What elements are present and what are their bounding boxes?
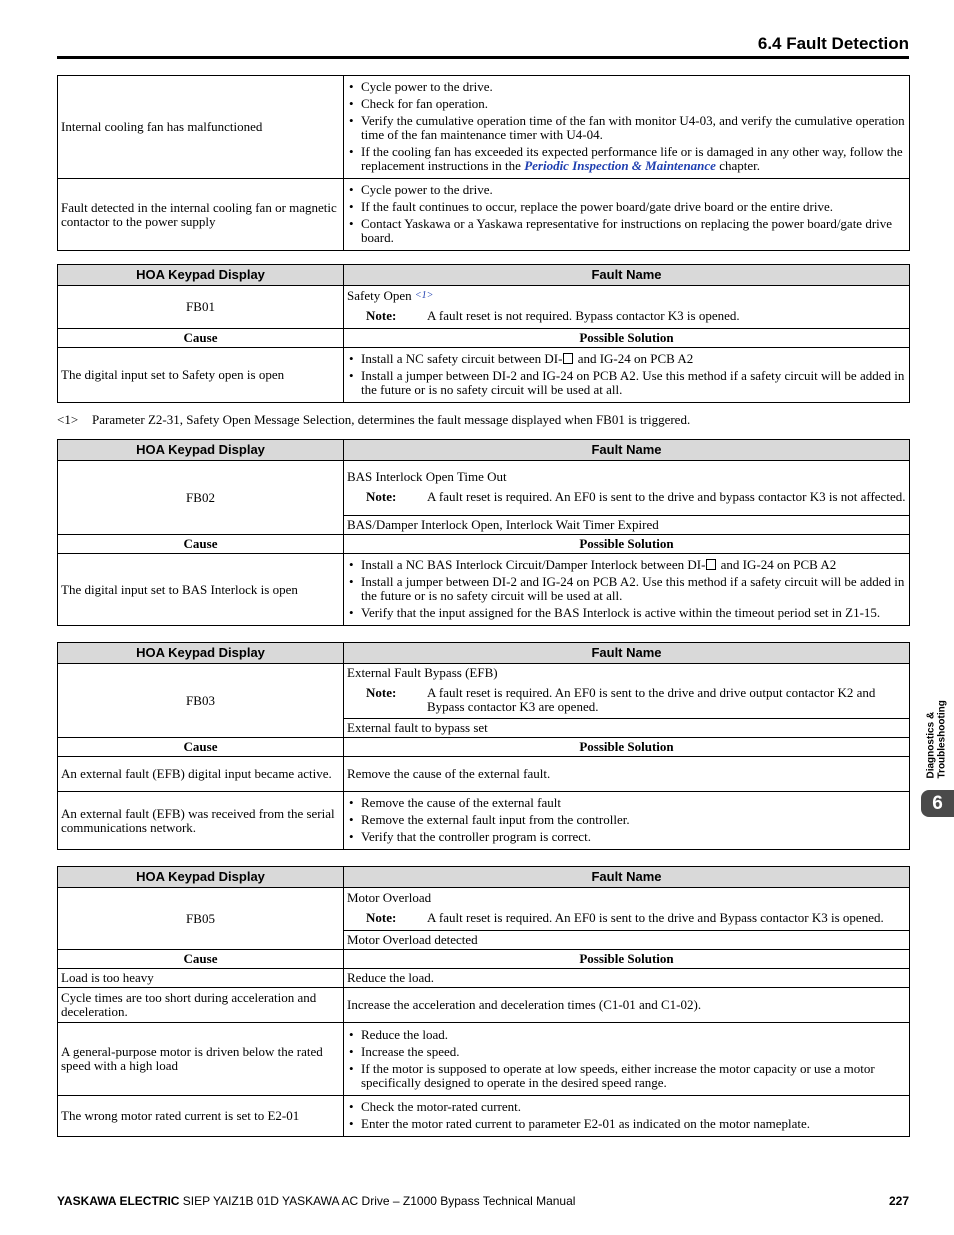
fault-name-cell [344, 888, 910, 931]
table-row [58, 76, 910, 179]
solution-cell: Reduce the load. [344, 969, 910, 988]
hoa-header: HOA Keypad Display [58, 643, 344, 664]
cause-cell: A general-purpose motor is driven below the rated speed with a high load [58, 1023, 344, 1096]
solution-cell: Remove the cause of the external fault. [344, 757, 910, 792]
list-item [347, 145, 906, 173]
list-item: • Check for fan operation. [347, 97, 906, 111]
fb01-table [57, 264, 910, 403]
hoa-header: HOA Keypad Display [58, 440, 344, 461]
page-footer [57, 1194, 909, 1208]
solution-header: Possible Solution [344, 329, 910, 348]
fault-name-cell [344, 286, 910, 329]
list-item: • Verify that the input assigned for the BAS Interlock is active within the timeout period set in Z1-15. [347, 606, 906, 620]
cause-cell: The digital input set to BAS Interlock is open [58, 554, 344, 626]
note-label: Note: [366, 910, 397, 925]
solution-cell [344, 792, 910, 850]
fb05-table [57, 866, 910, 1137]
solution-cell [344, 1023, 910, 1096]
hoa-header: HOA Keypad Display [58, 867, 344, 888]
page-number: 227 [888, 1194, 909, 1208]
solution-cell [344, 1096, 910, 1137]
checkbox-symbol-icon [706, 559, 716, 570]
solution-header: Possible Solution [344, 738, 910, 757]
fault-name-alt: BAS/Damper Interlock Open, Interlock Wait Timer Expired [344, 516, 910, 535]
list-item: • If the motor is supposed to operate at low speeds, either increase the motor capacity or use a motor specifically designed to operate in the desired speed range. [347, 1062, 906, 1090]
keypad-code: FB03 [58, 664, 344, 738]
note-text: A fault reset is required. An EF0 is sent to the drive and bypass contactor K3 is not affected. [427, 489, 906, 504]
list-item: • Verify that the controller program is correct. [347, 830, 906, 844]
footnote-text: Parameter Z2-31, Safety Open Message Selection, determines the fault message displayed when FB01 is triggered. [92, 412, 691, 427]
fan-fault-table [57, 75, 910, 251]
footnote [57, 412, 910, 428]
cause-header: Cause [58, 535, 344, 554]
list-item: • Cycle power to the drive. [347, 183, 906, 197]
section-title: 6.4 Fault Detection [757, 34, 909, 53]
footer-brand: YASKAWA ELECTRIC [57, 1194, 180, 1208]
note-label: Note: [366, 308, 397, 323]
list-item: • Increase the speed. [347, 1045, 906, 1059]
cause-cell: An external fault (EFB) digital input became active. [58, 757, 344, 792]
table-row [58, 179, 910, 251]
cause-header: Cause [58, 738, 344, 757]
footnote-number: <1> [57, 412, 79, 427]
keypad-code: FB02 [58, 461, 344, 535]
keypad-code: FB05 [58, 888, 344, 950]
list-item: • Enter the motor rated current to parameter E2-01 as indicated on the motor nameplate. [347, 1117, 906, 1131]
footer-doc: SIEP YAIZ1B 01D YASKAWA AC Drive – Z1000 Bypass Technical Manual [179, 1194, 576, 1208]
list-item: • If the fault continues to occur, replace the power board/gate drive board or the entire drive. [347, 200, 906, 214]
chapter-side-text: Diagnostics & Troubleshooting [925, 700, 948, 779]
list-item [347, 558, 906, 572]
cause-header: Cause [58, 950, 344, 969]
solution-header: Possible Solution [344, 535, 910, 554]
list-item: • Check the motor-rated current. [347, 1100, 906, 1114]
cause-cell: An external fault (EFB) was received from the serial communications network. [58, 792, 344, 850]
note-label: Note: [366, 685, 397, 700]
solution-cell [344, 179, 910, 251]
solution-text: If the cooling fan has exceeded its expected performance life or is damaged in any other way, follow the replacement instructions in the [361, 144, 903, 173]
cause-cell: Load is too heavy [58, 969, 344, 988]
fault-name: External Fault Bypass (EFB) [347, 665, 498, 680]
solution-text: chapter. [719, 158, 760, 173]
fault-name: BAS Interlock Open Time Out [347, 469, 507, 484]
fault-name-header: Fault Name [344, 643, 910, 664]
note-text: A fault reset is required. An EF0 is sent to the drive and drive output contactor K2 and Bypass contactor K3 are opened. [427, 685, 876, 714]
fault-name-header: Fault Name [344, 440, 910, 461]
solution-text: Install a NC BAS Interlock Circuit/Damper Interlock between DI- [361, 557, 706, 572]
cause-cell: Fault detected in the internal cooling fan or magnetic contactor to the power supply [58, 179, 344, 251]
cause-cell: Cycle times are too short during acceleration and deceleration. [58, 988, 344, 1023]
fault-name-alt: External fault to bypass set [344, 719, 910, 738]
keypad-code: FB01 [58, 286, 344, 329]
footnote-ref[interactable]: <1> [414, 290, 434, 301]
note-text: A fault reset is required. An EF0 is sent to the drive and Bypass contactor K3 is opened. [427, 910, 884, 925]
fault-name: Motor Overload [347, 890, 432, 905]
solution-cell [344, 348, 910, 403]
solution-cell [344, 554, 910, 626]
solution-text: and IG-24 on PCB A2 [577, 351, 694, 366]
cause-cell: The digital input set to Safety open is open [58, 348, 344, 403]
cause-cell: The wrong motor rated current is set to E2-01 [58, 1096, 344, 1137]
fault-name: Safety Open [347, 288, 412, 303]
fb02-table [57, 439, 910, 626]
hoa-header: HOA Keypad Display [58, 265, 344, 286]
list-item: • Install a jumper between DI-2 and IG-24 on PCB A2. Use this method if a safety circuit will be added in the future or is no safety circuit will be used at all. [347, 369, 906, 397]
solution-cell: Increase the acceleration and deceleration times (C1-01 and C1-02). [344, 988, 910, 1023]
note-label: Note: [366, 489, 397, 504]
chapter-side-label [921, 688, 951, 778]
list-item: • Remove the external fault input from the controller. [347, 813, 906, 827]
list-item: • Reduce the load. [347, 1028, 906, 1042]
note-text: A fault reset is not required. Bypass contactor K3 is opened. [427, 308, 740, 323]
list-item: • Contact Yaskawa or a Yaskawa representative for instructions on replacing the power board/gate drive board. [347, 217, 906, 245]
checkbox-symbol-icon [563, 353, 573, 364]
cause-cell: Internal cooling fan has malfunctioned [58, 76, 344, 179]
solution-text: Install a NC safety circuit between DI- [361, 351, 563, 366]
fault-name-header: Fault Name [344, 265, 910, 286]
cause-header: Cause [58, 329, 344, 348]
fault-name-alt: Motor Overload detected [344, 931, 910, 950]
chapter-tab[interactable]: 6 [921, 790, 954, 817]
fault-name-cell [344, 461, 910, 516]
fault-name-cell [344, 664, 910, 719]
page-header [57, 32, 909, 59]
fault-name-header: Fault Name [344, 867, 910, 888]
list-item [347, 352, 906, 366]
solution-header: Possible Solution [344, 950, 910, 969]
list-item: • Verify the cumulative operation time of the fan with monitor U4-03, and verify the cumulative operation time of the fan maintenance timer with U4-04. [347, 114, 906, 142]
list-item: • Install a jumper between DI-2 and IG-24 on PCB A2. Use this method if a safety circuit will be added in the future or is no safety circuit will be used at all. [347, 575, 906, 603]
fb03-table [57, 642, 910, 850]
list-item: • Remove the cause of the external fault [347, 796, 906, 810]
list-item: • Cycle power to the drive. [347, 80, 906, 94]
chapter-link[interactable]: Periodic Inspection & Maintenance [524, 158, 716, 173]
solution-text: and IG-24 on PCB A2 [720, 557, 837, 572]
solution-cell [344, 76, 910, 179]
